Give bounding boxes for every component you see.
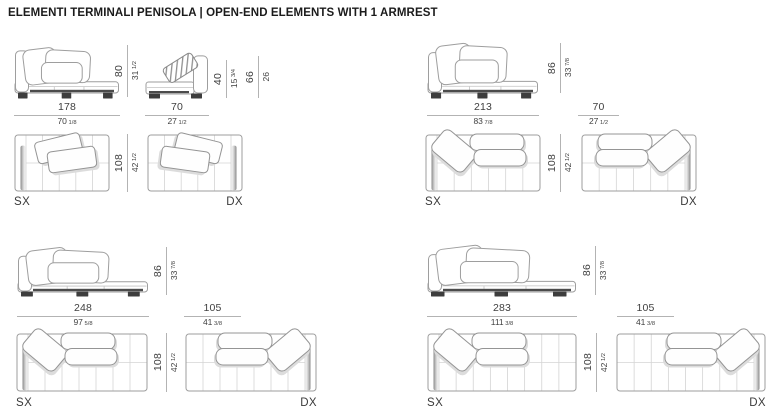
plan-view-sx (14, 134, 110, 192)
elevation-front-view (427, 244, 577, 297)
label-dx: DX (300, 397, 317, 409)
dim-end-width: 70 27 1/2 (145, 102, 209, 128)
dim-height: 86 33 7/8 (581, 246, 608, 295)
dim-width: 283 111 3/8 (427, 303, 577, 329)
elevation-front-view (427, 41, 539, 99)
plan-view-dx (616, 333, 766, 392)
plan-view-sx (16, 333, 148, 392)
dim-armrest-height: 66 26 (244, 56, 271, 98)
label-dx: DX (749, 397, 766, 409)
dim-seat-height: 40 15 3/4 (212, 60, 239, 98)
dim-height: 86 33 7/8 (546, 43, 573, 93)
plan-view-sx (427, 333, 577, 392)
label-sx: SX (425, 196, 442, 208)
plan-view-dx (581, 134, 697, 192)
elevation-end-view (145, 50, 209, 99)
plan-view-sx (425, 134, 541, 192)
dim-plan-depth: 108 42 1/2 (546, 134, 573, 192)
dim-armrest-element-width: 105 41 3/8 (617, 303, 674, 329)
dim-height: 80 31 1/2 (113, 45, 140, 97)
dim-plan-depth: 108 42 1/2 (152, 333, 179, 392)
plan-view-dx (147, 134, 243, 192)
elevation-front-view (14, 43, 120, 99)
label-dx: DX (680, 196, 697, 208)
dim-width: 248 97 5/8 (17, 303, 149, 329)
dim-plan-depth: 108 42 1/2 (113, 134, 140, 192)
dim-height: 86 33 7/8 (152, 247, 179, 295)
label-dx: DX (226, 196, 243, 208)
elevation-front-view (17, 246, 149, 297)
dim-armrest-element-width: 70 27 1/2 (578, 102, 619, 128)
dim-armrest-element-width: 105 41 3/8 (184, 303, 241, 329)
dim-width: 213 83 7/8 (427, 102, 539, 128)
label-sx: SX (427, 397, 444, 409)
label-sx: SX (14, 196, 31, 208)
page-title: ELEMENTI TERMINALI PENISOLA | OPEN-END ELEMENTS WITH 1 ARMREST (8, 7, 438, 19)
label-sx: SX (16, 397, 33, 409)
dim-width: 178 70 1/8 (14, 102, 120, 128)
plan-view-dx (185, 333, 317, 392)
dim-plan-depth: 108 42 1/2 (582, 333, 609, 392)
